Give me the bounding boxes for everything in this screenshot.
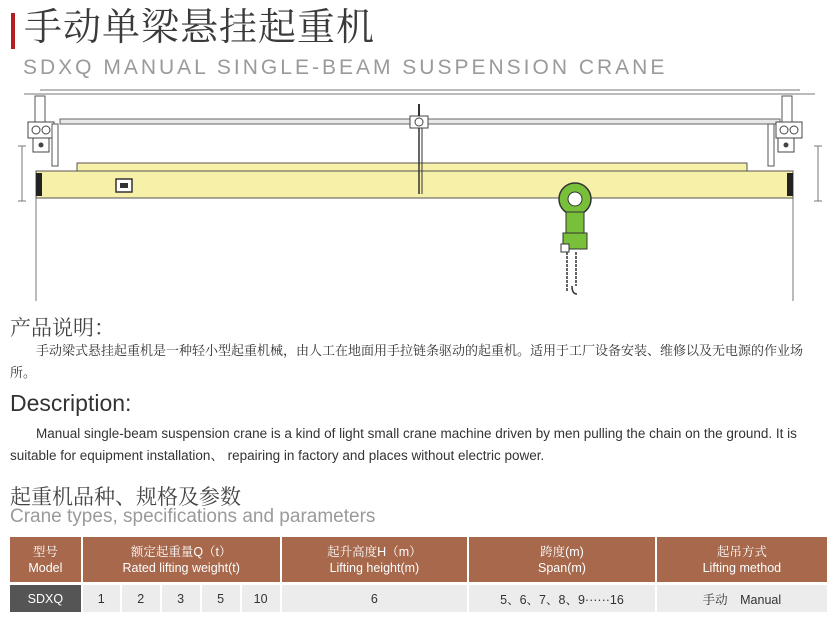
cell-weight: 2 [121, 584, 161, 613]
header-model: 型号 Model [10, 537, 82, 584]
spec-table [10, 537, 827, 612]
crane-drawing [0, 86, 840, 308]
specs-heading-en: Crane types, specifications and parameters [10, 506, 376, 527]
header-lifting-height: 起升高度H（m） Lifting height(m) [281, 537, 469, 584]
cell-lifting-method: 手动 Manual [656, 584, 827, 613]
right-end-carriage [768, 96, 802, 166]
cell-weight: 10 [241, 584, 281, 613]
cell-weight: 5 [201, 584, 241, 613]
spec-header-row [10, 537, 827, 584]
left-end-carriage [28, 96, 58, 166]
title-accent-bar [11, 13, 15, 49]
cell-weight: 3 [161, 584, 201, 613]
header-span: 跨度(m) Span(m) [468, 537, 656, 584]
description-heading: Description: [10, 390, 132, 416]
cell-span: 5、6、7、8、9······16 [468, 584, 656, 613]
table-row [10, 584, 827, 613]
page-subtitle: SDXQ MANUAL SINGLE-BEAM SUSPENSION CRANE [23, 56, 668, 79]
cell-weight: 1 [82, 584, 121, 613]
page-title: 手动单梁悬挂起重机 [24, 7, 376, 49]
header-rated-weight: 额定起重量Q（t） Rated lifting weight(t) [82, 537, 281, 584]
product-intro-text-zh: 手动梁式悬挂起重机是一种轻小型起重机械，由人工在地面用手拉链条驱动的起重机。适用于工厂设备安装、维修以及无电源的作业场所。 [10, 343, 804, 380]
cell-lifting-height: 6 [281, 584, 469, 613]
specs-heading-zh: 起重机品种、规格及参数 [10, 486, 241, 509]
product-intro-heading-zh: 产品说明： [10, 317, 115, 340]
header-lifting-method: 起吊方式 Lifting method [656, 537, 827, 584]
chain-hoist [559, 183, 591, 294]
cell-model: SDXQ [10, 584, 82, 613]
description-text: Manual single-beam suspension crane is a kind of light small crane machine driven by men pulling the chain on the ground. It is suitable for equipment installation、 repairing in factory and places without electric power. [10, 426, 797, 463]
